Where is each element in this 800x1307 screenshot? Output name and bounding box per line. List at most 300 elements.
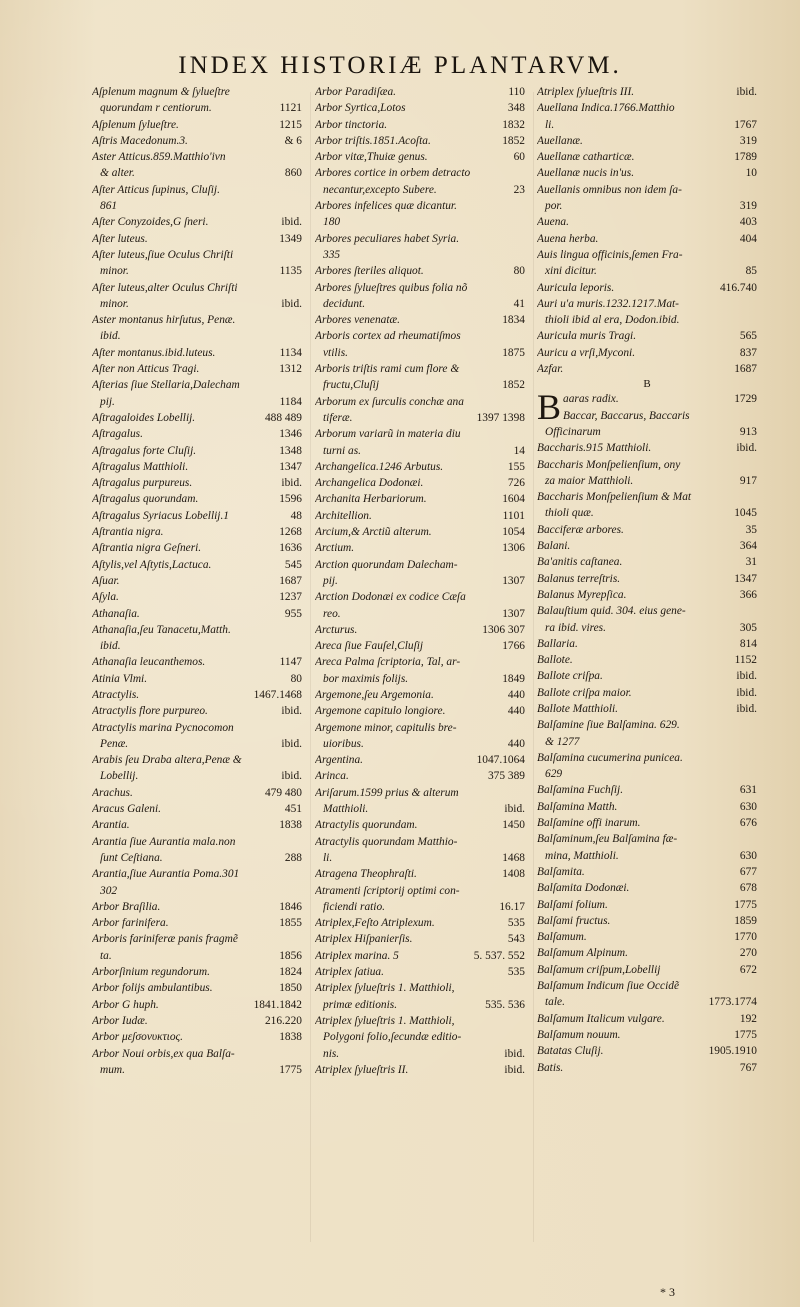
index-entry [315, 817, 525, 833]
page-reference: 1604 [502, 493, 525, 506]
page-reference: 270 [739, 947, 757, 960]
entry-text: Auena. [537, 216, 569, 229]
page-reference: 1775 [734, 898, 757, 911]
entry-text: Balſamine ſiue Balſamina. 629. [537, 719, 680, 732]
index-entry [92, 345, 302, 361]
page-reference: 672 [739, 963, 757, 976]
index-entry [92, 524, 302, 540]
index-entry [315, 964, 525, 980]
index-entry [537, 100, 757, 116]
index-entry-continuation [537, 263, 757, 279]
entry-text: Arbores infelices quæ dicantur. [315, 200, 457, 213]
entry-text: Balſamum nouum. [537, 1028, 621, 1041]
entry-text: Auri u'a muris.1232.1217.Mat- [537, 297, 679, 310]
index-entry-continuation [537, 734, 757, 750]
index-entry [315, 883, 525, 899]
page-reference: 1312 [279, 363, 302, 376]
index-entry [315, 100, 525, 116]
index-entry-continuation [92, 638, 302, 654]
entry-text: Ballote Matthioli. [537, 702, 618, 715]
index-entry [537, 182, 757, 198]
index-entry-continuation [537, 424, 757, 440]
entry-text: Aſtragalus purpureus. [92, 477, 193, 490]
index-entry [92, 703, 302, 719]
entry-text: Architellion. [315, 509, 372, 522]
index-entry [92, 410, 302, 426]
entry-text: Arbor Noui orbis,ex qua Balſa- [92, 1047, 235, 1060]
index-entry [92, 312, 302, 328]
index-entry [537, 636, 757, 652]
page-reference: 1047.1064 [476, 754, 525, 767]
index-entry [315, 948, 525, 964]
index-entry [537, 280, 757, 296]
entry-text: Arbor Braſilia. [92, 900, 161, 913]
index-entry [315, 931, 525, 947]
entry-text: nis. [323, 1047, 340, 1060]
entry-text: Baccharis.915 Matthioli. [537, 442, 652, 455]
entry-text: Aſterias ſiue Stellaria,Dalecham [92, 379, 240, 392]
index-entry-continuation [315, 606, 525, 622]
index-entry [537, 1027, 757, 1043]
index-entry [315, 768, 525, 784]
index-entry [537, 668, 757, 684]
page-reference: 440 [507, 705, 525, 718]
index-entry [537, 929, 757, 945]
index-entry-continuation [315, 214, 525, 230]
page-reference: 677 [739, 865, 757, 878]
index-column-3 [537, 84, 757, 1254]
index-entry-continuation [315, 850, 525, 866]
entry-text: Ballote criſpa maior. [537, 686, 632, 699]
index-entry [537, 978, 757, 994]
index-entry [537, 231, 757, 247]
entry-text: Archanita Herbariorum. [315, 493, 427, 506]
index-entry [92, 133, 302, 149]
entry-text: Arinca. [315, 770, 349, 783]
entry-text: Arboris fariniferæ panis fragmẽ [92, 933, 238, 946]
entry-text: Polygoni folio,ſecundæ editio- [323, 1031, 462, 1044]
index-entry-continuation [315, 345, 525, 361]
entry-text: Atractylis quorundam. [315, 819, 418, 832]
index-entry [315, 459, 525, 475]
page-reference: 1846 [279, 900, 302, 913]
entry-text: 302 [100, 884, 118, 897]
page-reference: 1237 [279, 591, 302, 604]
page-reference: 631 [739, 784, 757, 797]
entry-text: Arcium,& Arctiũ alterum. [315, 526, 432, 539]
page-reference: 48 [290, 509, 302, 522]
entry-text: Argemone,ſeu Argemonia. [315, 688, 434, 701]
page-reference: 80 [290, 672, 302, 685]
index-entry-continuation [537, 473, 757, 489]
entry-text: & alter. [100, 167, 135, 180]
page-reference: 545 [284, 558, 302, 571]
index-entry [315, 84, 525, 100]
page-reference: 1852 [502, 379, 525, 392]
page-reference: 1347 [734, 572, 757, 585]
index-entry [92, 149, 302, 165]
page-reference: 440 [507, 737, 525, 750]
entry-text: Arbor vitæ,Thuiæ genus. [315, 151, 428, 164]
entry-text: Balſamum Indicum ſiue Occidẽ [537, 980, 680, 993]
entry-text: decidunt. [323, 297, 366, 310]
index-entry [92, 84, 302, 100]
index-entry [92, 801, 302, 817]
page-reference: 216.220 [264, 1014, 302, 1027]
index-entry [92, 834, 302, 850]
entry-text: Aſtris Macedonum.3. [92, 134, 188, 147]
index-entry [537, 84, 757, 100]
page-reference: 80 [513, 265, 525, 278]
page-reference: 1766 [502, 640, 525, 653]
index-entry [537, 1060, 757, 1076]
index-entry [92, 589, 302, 605]
page-reference: ibid. [504, 803, 525, 816]
entry-text: Atinia Vlmi. [92, 672, 148, 685]
entry-text: mina, Matthioli. [545, 849, 619, 862]
page-reference: 1729 [734, 393, 757, 406]
index-entry [537, 864, 757, 880]
entry-text: Baccar, Baccarus, Baccaris [563, 409, 690, 422]
index-entry [92, 622, 302, 638]
index-entry [315, 508, 525, 524]
index-entry [315, 866, 525, 882]
index-entry [315, 720, 525, 736]
index-entry [315, 328, 525, 344]
entry-text: pij. [323, 574, 338, 587]
index-entry [537, 165, 757, 181]
page-reference: 1134 [279, 346, 302, 359]
index-entry [315, 785, 525, 801]
index-entry-continuation [315, 377, 525, 393]
entry-text: thioli ibid al era, Dodon.ibid. [545, 314, 680, 327]
index-entry [92, 475, 302, 491]
index-entry [92, 557, 302, 573]
page-reference: ibid. [736, 686, 757, 699]
entry-text: Aſtragalus forte Cluſij. [92, 444, 197, 457]
index-entry [315, 491, 525, 507]
index-entry [537, 214, 757, 230]
index-entry [92, 491, 302, 507]
index-entry [92, 899, 302, 915]
index-entry [315, 312, 525, 328]
page-reference: 110 [508, 86, 525, 98]
entry-text: Arbores ſteriles aliquot. [315, 265, 424, 278]
index-entry-continuation [537, 766, 757, 782]
entry-text: Aſuar. [92, 574, 120, 587]
entry-text: Aſtrantia nigra. [92, 526, 164, 539]
entry-text: Auellanæ nucis in'us. [537, 167, 635, 180]
page-reference: 1346 [279, 428, 302, 441]
entry-text: Arborum ex ſurculis conchæ ana [315, 395, 464, 408]
index-entry [537, 1011, 757, 1027]
index-entry [537, 962, 757, 978]
index-entry [315, 540, 525, 556]
entry-text: Aſyla. [92, 591, 119, 604]
index-entry [537, 652, 757, 668]
entry-text: Ballote. [537, 654, 573, 667]
entry-text: Balſamita. [537, 865, 585, 878]
page-reference: ibid. [281, 737, 302, 750]
entry-text: Balſamum Alpinum. [537, 947, 628, 960]
index-entry [92, 866, 302, 882]
entry-text: Auis lingua officinis,ſemen Fra- [537, 248, 683, 261]
page-reference: 305 [739, 621, 757, 634]
page-reference: 543 [507, 933, 525, 946]
entry-text: Arbor triſtis.1851.Acoſta. [315, 134, 431, 147]
index-entry [92, 817, 302, 833]
page-reference: 1306 [502, 542, 525, 555]
page-reference: 1850 [279, 982, 302, 995]
entry-text: Auellanis omnibus non idem ſa- [537, 183, 682, 196]
page-reference: ibid. [504, 1063, 525, 1076]
entry-text: Ba'anitis caſtanea. [537, 556, 623, 569]
page-reference: ibid. [736, 442, 757, 455]
index-entry [537, 571, 757, 587]
page-reference: 375 389 [487, 770, 525, 783]
page-reference: & 6 [284, 134, 302, 147]
index-entry [537, 489, 757, 505]
entry-text: Atriplex,Feſto Atriplexum. [315, 917, 435, 930]
index-entry [537, 587, 757, 603]
index-entry [537, 522, 757, 538]
index-entry-continuation [92, 165, 302, 181]
entry-text: Auricula leporis. [537, 281, 615, 294]
index-entry [537, 345, 757, 361]
entry-text: Areca ſiue Fauſel,Cluſij [315, 640, 424, 653]
index-entry [92, 508, 302, 524]
entry-text: Aſter luteus,alter Oculus Chriſti [92, 281, 238, 294]
index-entry [92, 247, 302, 263]
page-reference: 1307 [502, 574, 525, 587]
page-reference: 1349 [279, 232, 302, 245]
index-entry-continuation [315, 736, 525, 752]
entry-text: Atramenti ſcriptorij optimi con- [315, 884, 460, 897]
entry-text: Azfar. [537, 363, 564, 376]
entry-text: Ballote criſpa. [537, 670, 603, 683]
page-reference: 535. 536 [485, 998, 525, 1011]
entry-text: Baccharis Monſpelienſium & Mat [537, 491, 692, 504]
entry-text: Argentina. [315, 754, 363, 767]
index-entry-continuation [315, 1029, 525, 1045]
entry-text: Balſaminum,ſeu Balſamina fæ- [537, 833, 678, 846]
page-reference: 1859 [734, 914, 757, 927]
entry-text: Atriplex ſylueſtris 1. Matthioli, [315, 1014, 455, 1027]
page-reference: 403 [739, 216, 757, 229]
page-reference: 319 [739, 134, 757, 147]
entry-text: Aſter luteus. [92, 232, 148, 245]
index-entry [537, 328, 757, 344]
entry-text: li. [323, 851, 333, 864]
index-entry [537, 782, 757, 798]
page-reference: 1467.1468 [253, 688, 302, 701]
page-reference: 288 [284, 851, 302, 864]
page-reference: ibid. [736, 86, 757, 98]
index-entry-continuation [315, 899, 525, 915]
page-reference: 1135 [279, 265, 302, 278]
entry-text: Auellana Indica.1766.Matthio [537, 102, 675, 115]
index-entry [92, 654, 302, 670]
index-entry [537, 296, 757, 312]
index-entry-continuation [315, 410, 525, 426]
index-entry [537, 149, 757, 165]
entry-text: Arboris cortex ad rheumatiſmos [315, 330, 461, 343]
index-entry [315, 638, 525, 654]
page-reference: 1767 [734, 118, 757, 131]
entry-text: Arantia,ſiue Aurantia Poma.301 [92, 868, 240, 881]
entry-text: 629 [545, 768, 563, 781]
page-reference: 1905.1910 [708, 1045, 757, 1058]
page-reference: 1408 [502, 868, 525, 881]
page-reference: 676 [739, 817, 757, 830]
entry-text: Batis. [537, 1061, 564, 1074]
entry-text: tale. [545, 996, 565, 1009]
entry-text: turni as. [323, 444, 361, 457]
index-entry [537, 1043, 757, 1059]
page-reference: 1306 307 [482, 623, 525, 636]
entry-text: Balanus Myrepſica. [537, 588, 627, 601]
entry-text: Balſamina cucumerina punicea. [537, 751, 683, 764]
index-entry [315, 361, 525, 377]
index-entry-continuation [92, 736, 302, 752]
entry-text: Balſamum criſpum,Lobellij [537, 963, 661, 976]
index-entry [537, 913, 757, 929]
entry-text: Balſamine offi inarum. [537, 817, 641, 830]
entry-text: Arantia. [92, 819, 130, 832]
index-entry-continuation [92, 768, 302, 784]
index-entry-continuation [92, 883, 302, 899]
entry-text: pij. [100, 395, 115, 408]
entry-text: Argemone capitulo longiore. [315, 705, 446, 718]
page-reference: 366 [739, 588, 757, 601]
entry-text: Aster montanus hirſutus, Penæ. [92, 314, 236, 327]
page-reference: 814 [739, 637, 757, 650]
index-entry [315, 752, 525, 768]
entry-text: ſunt Ceſtiana. [100, 851, 163, 864]
entry-text: Baccharis Monſpelienſium, ony [537, 458, 681, 471]
index-entry [537, 701, 757, 717]
entry-text: Atractylis flore purpureo. [92, 705, 208, 718]
entry-text: Arboris triſtis rami cum flore & [315, 363, 460, 376]
index-entry [315, 426, 525, 442]
entry-text: Officinarum [545, 425, 601, 438]
entry-text: Atragena Theophraſti. [315, 868, 417, 881]
index-entry-continuation [315, 997, 525, 1013]
index-entry-continuation [92, 1062, 302, 1078]
entry-text: tiferæ. [323, 411, 353, 424]
entry-text: Arbor Paradiſæa. [315, 86, 397, 98]
index-entry [92, 117, 302, 133]
index-entry [315, 394, 525, 410]
page-reference: 1824 [279, 966, 302, 979]
entry-text: Arbor G huph. [92, 998, 159, 1011]
entry-text: Aſtylis,vel Aſtytis,Lactuca. [92, 558, 212, 571]
index-entry [92, 231, 302, 247]
entry-text: Argemone minor, capitulis bre- [315, 721, 457, 734]
entry-text: thioli quæ. [545, 507, 594, 520]
drop-capital: B [537, 387, 562, 428]
page-reference: ibid. [281, 477, 302, 490]
entry-text: Athanaſia. [92, 607, 140, 620]
index-entry [92, 785, 302, 801]
page-reference: 155 [507, 460, 525, 473]
index-entry [315, 263, 525, 279]
index-entry [315, 165, 525, 181]
index-entry [92, 540, 302, 556]
index-entry [537, 133, 757, 149]
page-reference: 837 [739, 346, 757, 359]
index-entry-continuation [92, 100, 302, 116]
entry-text: ta. [100, 949, 112, 962]
page-reference: 1596 [279, 493, 302, 506]
entry-text: Balſamina Matth. [537, 800, 618, 813]
entry-text: Aracus Galeni. [92, 803, 161, 816]
entry-text: Ariſarum.1599 prius & alterum [315, 786, 459, 799]
entry-text: Atriplex marina. 5 [315, 949, 399, 962]
index-entry-continuation [315, 247, 525, 263]
page-reference: 1215 [279, 118, 302, 131]
page-reference: 479 480 [264, 786, 302, 799]
entry-text: minor. [100, 265, 129, 278]
entry-text: Atriplex ſylueſtris II. [315, 1063, 409, 1076]
entry-text: Arbor folijs ambulantibus. [92, 982, 213, 995]
page-reference: 1841.1842 [253, 998, 302, 1011]
entry-text: Auellanæ. [537, 134, 583, 147]
index-entry [315, 475, 525, 491]
index-entry [315, 198, 525, 214]
index-entry [92, 980, 302, 996]
index-entry [92, 964, 302, 980]
entry-text: ibid. [100, 640, 121, 653]
index-columns [92, 84, 757, 1254]
entry-text: & 1277 [545, 735, 580, 748]
entry-text: Arction Dodonæi ex codice Cæſa [315, 591, 466, 604]
letter-text: B [643, 378, 651, 391]
index-entry [315, 687, 525, 703]
index-entry [537, 685, 757, 701]
page-reference: 1856 [279, 949, 302, 962]
index-entry [92, 931, 302, 947]
entry-text: li. [545, 118, 555, 131]
index-entry [537, 247, 757, 263]
page-reference: ibid. [281, 297, 302, 310]
entry-text: Aſter Conyzoides,G ſneri. [92, 216, 209, 229]
index-entry [92, 1013, 302, 1029]
index-entry [537, 440, 757, 456]
page-reference: 488 489 [264, 411, 302, 424]
page-reference: 1852 [502, 134, 525, 147]
entry-text: Archangelica.1246 Arbutus. [315, 460, 444, 473]
index-entry [315, 834, 525, 850]
page-reference: 348 [507, 102, 525, 115]
page-reference: 1268 [279, 526, 302, 539]
index-entry [537, 554, 757, 570]
index-entry [92, 573, 302, 589]
page-reference: 1855 [279, 917, 302, 930]
entry-text: Balſamum. [537, 931, 587, 944]
page-reference: 565 [739, 330, 757, 343]
entry-text: Aſter montanus.ibid.luteus. [92, 346, 216, 359]
entry-text: Atriplex ſylueſtris 1. Matthioli, [315, 982, 455, 995]
entry-text: ibid. [100, 330, 121, 343]
entry-text: Aſplenum magnum & ſylueſtre [92, 86, 230, 98]
entry-text: Arction quorundam Dalecham- [315, 558, 458, 571]
page-reference: 14 [513, 444, 525, 457]
page-reference: 1636 [279, 542, 302, 555]
index-entry [315, 280, 525, 296]
entry-text: Aſter Atticus ſupinus, Cluſij. [92, 183, 220, 196]
entry-text: vtilis. [323, 346, 348, 359]
